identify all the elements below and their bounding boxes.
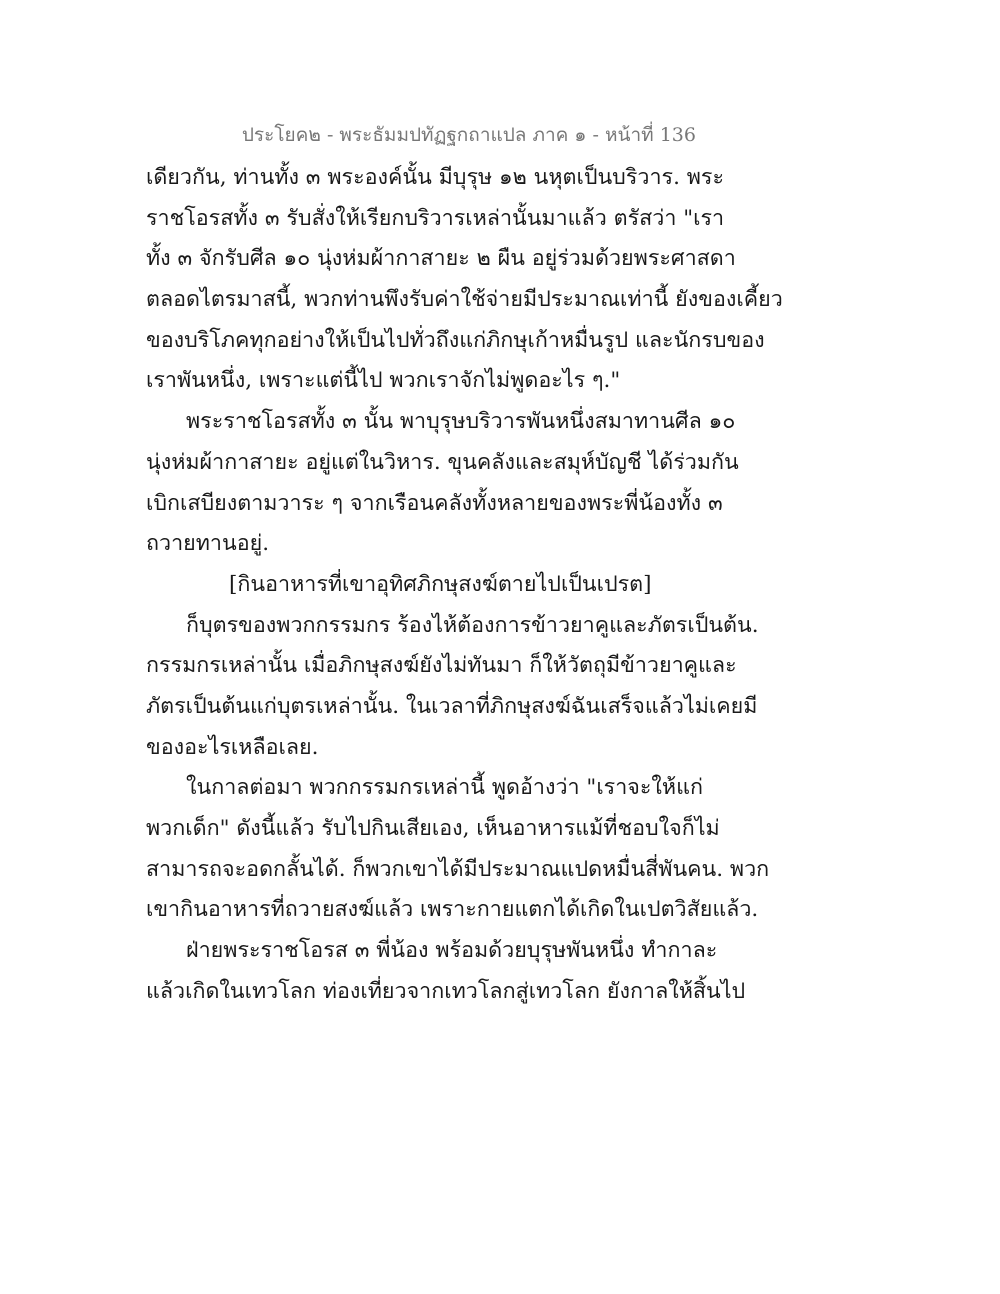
section-heading: [กินอาหารที่เขาอุทิศภิกษุสงฆ์ตายไปเป็นเปรต] bbox=[229, 571, 652, 597]
text-line: เราพันหนึ่ง, เพราะแต่นี้ไป พวกเราจักไม่พูดอะไร ๆ." bbox=[146, 368, 621, 394]
paragraph-start-line: พระราชโอรสทั้ง ๓ นั้น พาบุรุษบริวารพันหนึ่งสมาทานศีล ๑๐ bbox=[186, 409, 736, 435]
running-header: ประโยค๒ - พระธัมมปทัฏฐกถาแปล ภาค ๑ - หน้าที่ 136 bbox=[241, 124, 696, 146]
text-line: พวกเด็ก" ดังนี้แล้ว รับไปกินเสียเอง, เห็นอาหารแม้ที่ชอบใจก็ไม่ bbox=[146, 816, 720, 841]
text-line: เขากินอาหารที่ถวายสงฆ์แล้ว เพราะกายแตกได้เกิดในเปตวิสัยแล้ว. bbox=[146, 897, 759, 923]
text-line: เดียวกัน, ท่านทั้ง ๓ พระองค์นั้น มีบุรุษ ๑๒ นหุตเป็นบริวาร. พระ bbox=[146, 165, 725, 190]
text-line: นุ่งห่มผ้ากาสายะ อยู่แต่ในวิหาร. ขุนคลังและสมุห์บัญชี ได้ร่วมกัน bbox=[146, 449, 739, 475]
text-line: ของอะไรเหลือเลย. bbox=[146, 734, 319, 760]
text-line: แล้วเกิดในเทวโลก ท่องเที่ยวจากเทวโลกสู่เทวโลก ยังกาลให้สิ้นไป bbox=[146, 978, 746, 1004]
paragraph-start-line: ในกาลต่อมา พวกกรรมกรเหล่านี้ พูดอ้างว่า "เราจะให้แก่ bbox=[186, 775, 703, 801]
text-line: ถวายทานอยู่. bbox=[146, 531, 270, 557]
text-line: เบิกเสบียงตามวาระ ๆ จากเรือนคลังทั้งหลายของพระพี่น้องทั้ง ๓ bbox=[146, 490, 723, 516]
text-line: ทั้ง ๓ จักรับศีล ๑๐ นุ่งห่มผ้ากาสายะ ๒ ผืน อยู่ร่วมด้วยพระศาสดา bbox=[146, 246, 736, 272]
text-line: ของบริโภคทุกอย่างให้เป็นไปทั่วถึงแก่ภิกษุเก้าหมื่นรูป และนักรบของ bbox=[146, 327, 765, 353]
paragraph-start-line: ฝ่ายพระราชโอรส ๓ พี่น้อง พร้อมด้วยบุรุษพันหนึ่ง ทำกาละ bbox=[186, 938, 718, 964]
body-text bbox=[146, 158, 783, 1012]
text-line: ราชโอรสทั้ง ๓ รับสั่งให้เรียกบริวารเหล่านั้นมาแล้ว ตรัสว่า "เรา bbox=[146, 205, 725, 231]
text-line: กรรมกรเหล่านั้น เมื่อภิกษุสงฆ์ยังไม่ทันมา ก็ให้วัตถุมีข้าวยาคูและ bbox=[146, 653, 737, 679]
text-line: สามารถจะอดกลั้นได้. ก็พวกเขาได้มีประมาณแปดหมื่นสี่พันคน. พวก bbox=[146, 856, 770, 882]
paragraph-start-line: ก็บุตรของพวกกรรมกร ร้องไห้ต้องการข้าวยาคูและภัตรเป็นต้น. bbox=[186, 612, 759, 638]
text-line: ตลอดไตรมาสนี้, พวกท่านพึงรับค่าใช้จ่ายมีประมาณเท่านี้ ยังของเคี้ยว bbox=[146, 287, 783, 313]
text-line: ภัตรเป็นต้นแก่บุตรเหล่านั้น. ในเวลาที่ภิกษุสงฆ์ฉันเสร็จแล้วไม่เคยมี bbox=[146, 693, 758, 719]
